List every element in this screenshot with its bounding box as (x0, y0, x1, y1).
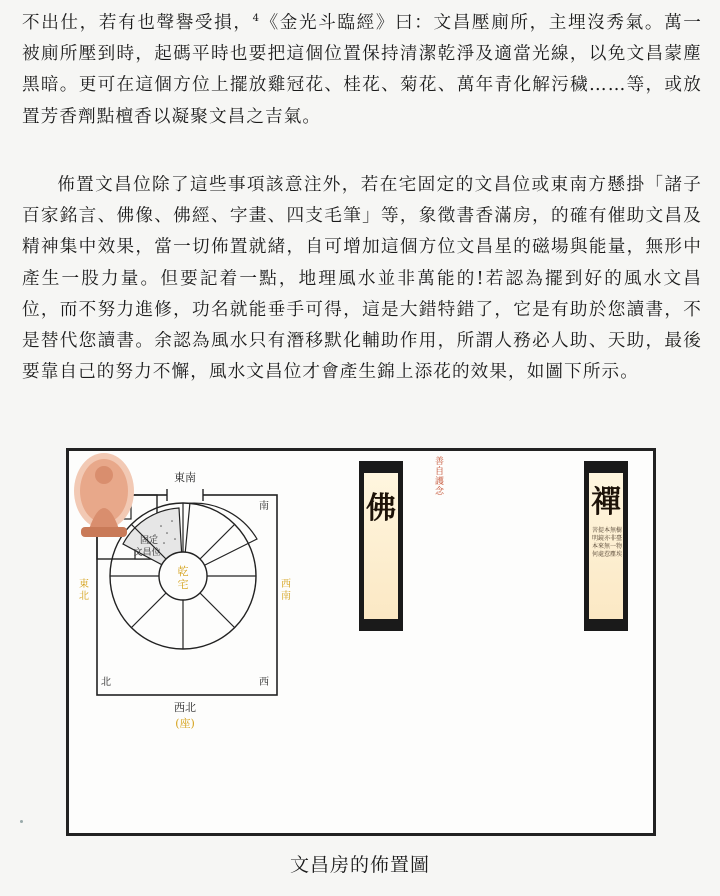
svg-text:西: 西 (281, 579, 291, 590)
corner-label-north: 北 (101, 677, 111, 688)
door-gap (167, 491, 203, 499)
zen-calligraphy-scroll (584, 461, 628, 631)
right-scroll-character: 禪 (591, 485, 621, 520)
svg-text:乾: 乾 (177, 565, 189, 578)
svg-text:宅: 宅 (177, 578, 189, 591)
figure-frame (66, 448, 656, 836)
center-label (178, 564, 189, 591)
right-direction-label (281, 578, 291, 602)
svg-text:東: 東 (79, 579, 89, 590)
svg-text:南: 南 (281, 591, 291, 602)
buddha-caption: 善自護念 (435, 457, 445, 497)
right-scroll-poem: 菩提本無樹明鏡亦非臺本來無一物何處惹塵埃 (592, 527, 623, 558)
buddha-calligraphy-scroll (359, 461, 403, 631)
corner-label-south: 南 (259, 501, 269, 512)
paragraph-2 (22, 170, 702, 388)
left-scroll-character: 佛 (366, 491, 396, 526)
corner-label-west: 西 (259, 677, 269, 688)
top-direction-label: 東南 (174, 471, 196, 484)
paragraph-2-text: 佈置文昌位除了這些事項該意注外，若在宅固定的文昌位或東南方懸掛「諸子百家銘言、佛像、佛經、字畫、四支毛筆」等，象徵書香滿房，的確有催助文昌及精神集中效果，當一切佈置就緒，自可增加這個方位文昌星的磁場與能量，無形中產生一股力量。但要記着一點，地理風水並非萬能的!若認為擺到好的風水文昌位，而不努力進修，功名就能垂手可得，這是大錯特錯了，它是有助於您讀書，不是替代您讀書。余認為風水只有潛移默化輔助作用，所謂人務必人助、天助，最後要靠自己的努力不懈，風水文昌位才會產生錦上添花的效果，如圖下所示。 (22, 175, 702, 383)
dust-speck (20, 820, 23, 823)
left-direction-label (79, 577, 89, 602)
svg-text:文昌位: 文昌位 (133, 548, 161, 558)
paragraph-1 (22, 8, 702, 133)
bottom-direction-label: 西北 (174, 701, 196, 714)
svg-text:北: 北 (79, 591, 89, 602)
buddha-statue-image (69, 451, 139, 541)
figure-caption: 文昌房的佈置圖 (289, 854, 430, 876)
paragraph-1-text-a: 不出仕，若有也聲譽受損， (22, 13, 253, 33)
sit-label: (座) (175, 717, 195, 730)
paragraph-1-text-b: 《金光斗臨經》曰：文昌壓廁所，主埋沒秀氣。萬一被廁所壓到時，起碼平時也要把這個位置保持清潔乾淨及適當光線，以免文昌蒙塵黑暗。更可在這個方位上擺放雞冠花、桂花、菊花、萬年青化解污穢……等，或放置芳香劑點檀香以凝聚文昌之吉氣。 (22, 13, 702, 127)
footnote-marker: 4 (252, 13, 261, 25)
svg-text:固定: 固定 (139, 536, 159, 546)
